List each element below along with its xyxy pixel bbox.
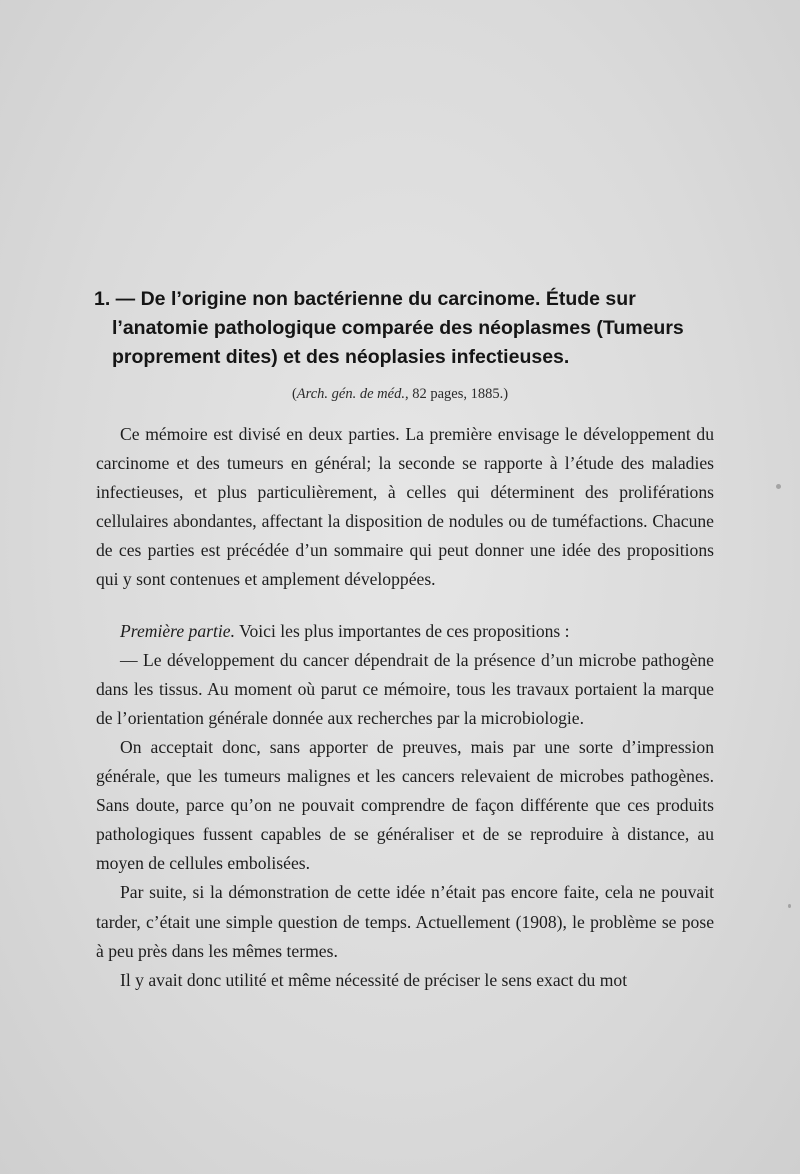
paragraph-consequence: Par suite, si la démonstration de cette idée n’était pas encore faite, cela ne pouvait tarder, c’était une simple question de temps. Actuellement (1908), le problème se pose à peu près dans les mêmes termes. (96, 882, 714, 961)
citation-open: ( (291, 386, 297, 402)
title-line-2: l’anatomie pathologique comparée des néoplasmes (Tumeurs (112, 317, 684, 339)
paragraph-intro: Ce mémoire est divisé en deux parties. La première envisage le développement du carcinome et des tumeurs en général; la seconde se rapporte à l’étude des maladies infectieuses, et plus particulièrement, à celles qui déterminent des proliférations cellulaires abondantes, affectant la disposition de nodules ou de tuméfactions. Chacune de ces parties est précédée d’un sommaire qui peut donner une idée des propositions qui y sont contenues et amplement développées. (96, 424, 714, 590)
ink-spot (788, 904, 791, 908)
paragraph-acceptance: On acceptait donc, sans apporter de preuves, mais par une sorte d’impression générale, que les tumeurs malignes et les cancers relevaient de microbes pathogènes. Sans doute, parce qu’on ne pouvait comprendre de façon différente que ces produits pathologiques fussent capables de se généraliser et de se reproduire à distance, au moyen de cellules embolisées. (96, 736, 714, 874)
paragraph-necessity: Il y avait donc utilité et même nécessité de préciser le sens exact du mot (120, 969, 628, 990)
citation (0, 386, 800, 403)
body-text (96, 420, 714, 995)
citation-journal: Arch. gén. de méd. (296, 386, 405, 402)
ink-spot (776, 484, 781, 489)
section-title (94, 285, 734, 372)
paragraph-proposition: — Le développement du cancer dépendrait de la présence d’un microbe pathogène dans les tissus. Au moment où parut ce mémoire, tous les travaux portaient la marque de l’orientation générale donnée aux recherches par la microbiologie. (96, 649, 714, 728)
paragraph-premiere-partie (96, 617, 714, 646)
title-line-3: proprement dites) et des néoplasies infectieuses. (112, 346, 570, 368)
part-label: Première partie. (120, 620, 235, 641)
title-line-1: 1. — De l’origine non bactérienne du carcinome. Étude sur (94, 288, 636, 310)
part-intro-text: Voici les plus importantes de ces propositions : (234, 620, 570, 641)
citation-details: , 82 pages, 1885.) (404, 386, 509, 402)
